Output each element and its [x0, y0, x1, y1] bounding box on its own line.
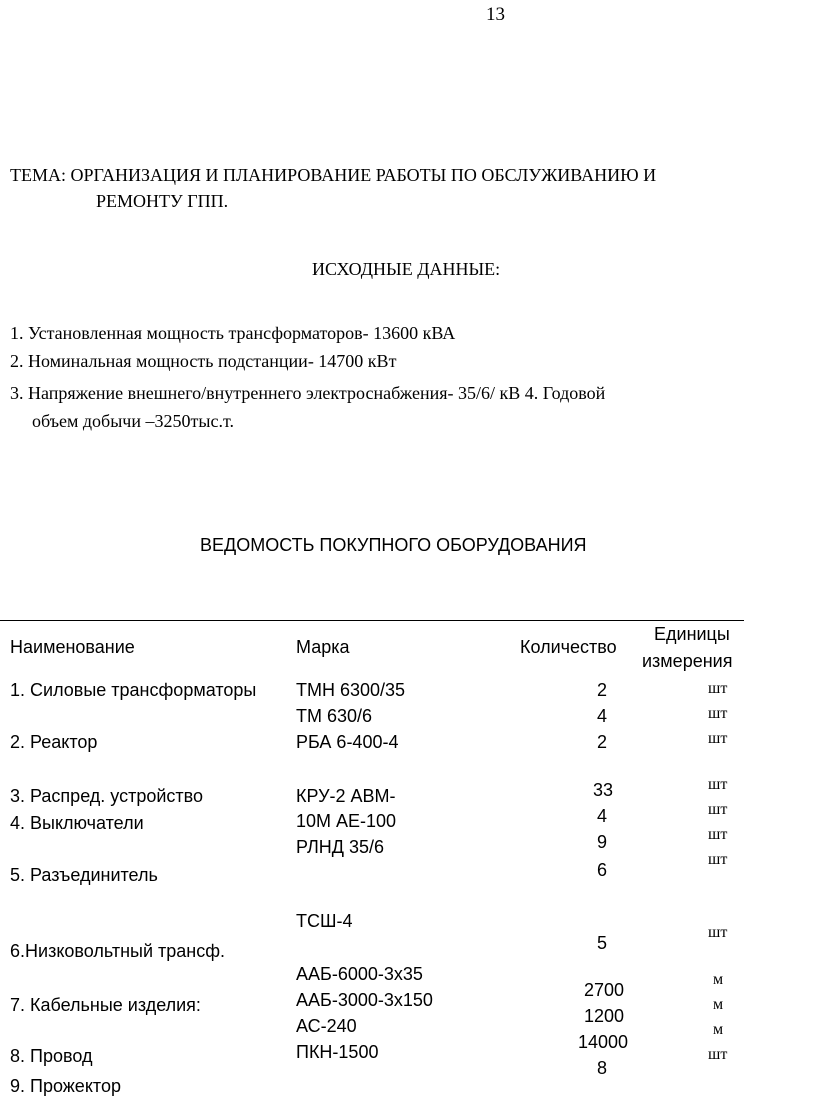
equipment-quantity: 1200: [584, 1006, 625, 1026]
equipment-name: 9. Прожектор: [10, 1076, 121, 1096]
equipment-unit: шт: [708, 801, 728, 818]
equipment-unit: шт: [708, 776, 728, 793]
header-quantity: Количество: [520, 637, 617, 657]
equipment-unit: шт: [708, 924, 728, 941]
equipment-name: 6.Низковольтный трансф.: [10, 941, 226, 961]
equipment-brand: ТМ 630/6: [296, 706, 373, 726]
equipment-unit: шт: [708, 705, 728, 722]
equipment-quantity: 4: [597, 806, 608, 826]
equipment-brand: ААБ-3000-3х150: [296, 990, 433, 1010]
topic-line-1: ТЕМА: ОРГАНИЗАЦИЯ И ПЛАНИРОВАНИЕ РАБОТЫ ПО ОБСЛУЖИВАНИЮ И: [10, 165, 657, 185]
equipment-brand: РЛНД 35/6: [296, 837, 385, 857]
header-unit-line1: Единицы: [654, 624, 730, 644]
equipment-name: 1. Силовые трансформаторы: [10, 680, 257, 700]
equipment-unit: м: [713, 971, 724, 988]
equipment-name: 8. Провод: [10, 1046, 93, 1066]
equipment-unit: шт: [708, 1046, 728, 1063]
equipment-brand: ПКН-1500: [296, 1042, 379, 1062]
equipment-name: 4. Выключатели: [10, 813, 144, 833]
equipment-brand: КРУ-2 АВМ-: [296, 786, 396, 806]
topic-heading: [10, 162, 656, 214]
equipment-unit: шт: [708, 826, 728, 843]
equipment-name: 3. Распред. устройство: [10, 786, 204, 806]
source-data-heading: ИСХОДНЫЕ ДАННЫЕ:: [312, 259, 501, 279]
source-item: объем добычи –3250тыс.т.: [32, 411, 234, 431]
header-name: Наименование: [10, 637, 135, 657]
source-item: 2. Номинальная мощность подстанции- 14700 кВт: [10, 351, 397, 371]
equipment-quantity: 14000: [578, 1032, 629, 1052]
equipment-brand: ААБ-6000-3х35: [296, 964, 423, 984]
equipment-unit: шт: [708, 680, 728, 697]
equipment-quantity: 33: [593, 780, 614, 800]
equipment-brand: ТСШ-4: [296, 911, 353, 931]
equipment-brand: АС-240: [296, 1016, 357, 1036]
equipment-quantity: 2700: [584, 980, 625, 1000]
equipment-unit: м: [713, 996, 724, 1013]
equipment-unit: шт: [708, 730, 728, 747]
equipment-unit: м: [713, 1021, 724, 1038]
equipment-quantity: 6: [597, 860, 608, 880]
page-number: 13: [486, 4, 505, 25]
header-brand: Марка: [296, 637, 350, 657]
equipment-name: 7. Кабельные изделия:: [10, 995, 201, 1015]
source-item: 3. Напряжение внешнего/внутреннего электроснабжения- 35/6/ кВ 4. Годовой: [10, 383, 606, 403]
source-item: 1. Установленная мощность трансформаторов- 13600 кВА: [10, 323, 456, 343]
equipment-unit: шт: [708, 851, 728, 868]
equipment-list-title: ВЕДОМОСТЬ ПОКУПНОГО ОБОРУДОВАНИЯ: [200, 535, 587, 555]
equipment-name: 2. Реактор: [10, 732, 98, 752]
equipment-name: 5. Разъединитель: [10, 865, 158, 885]
equipment-brand: РБА 6-400-4: [296, 732, 399, 752]
equipment-quantity: 2: [597, 680, 608, 700]
equipment-brand: ТМН 6300/35: [296, 680, 406, 700]
equipment-quantity: 4: [597, 706, 608, 726]
header-unit-line2: измерения: [642, 651, 733, 671]
equipment-quantity: 9: [597, 832, 608, 852]
equipment-quantity: 8: [597, 1058, 608, 1078]
topic-line-2: РЕМОНТУ ГПП.: [96, 191, 229, 211]
equipment-quantity: 5: [597, 933, 608, 953]
equipment-brand: 10М АЕ-100: [296, 811, 397, 831]
equipment-quantity: 2: [597, 732, 608, 752]
